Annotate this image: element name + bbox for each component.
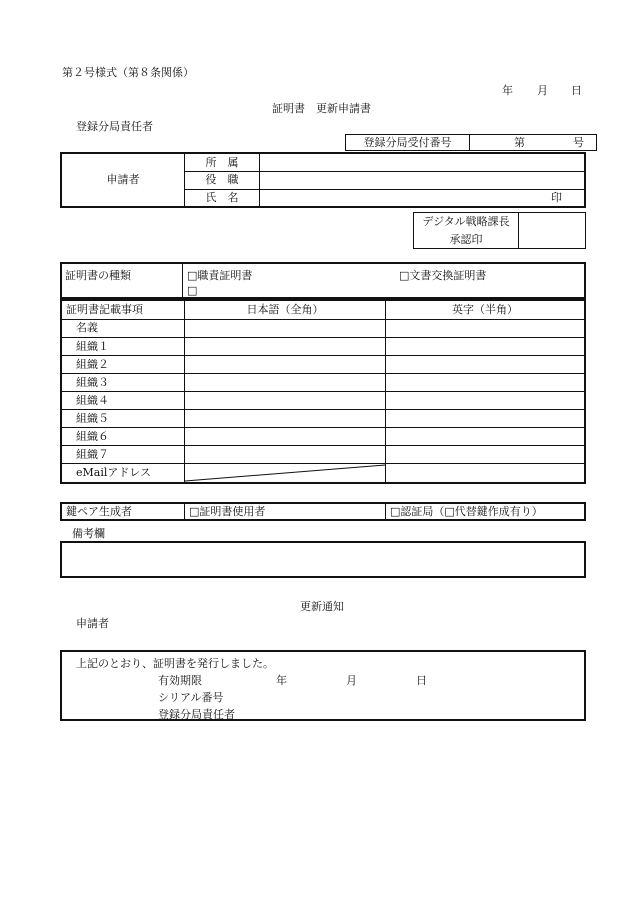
cert-items-header-label: 証明書記載事項: [61, 300, 185, 319]
row-org5-en[interactable]: [386, 409, 586, 427]
serial-number-label: シリアル番号: [158, 691, 224, 704]
remarks-label: 備考欄: [72, 527, 105, 540]
cert-items-header-en: 英字（半角）: [386, 300, 586, 319]
row-org6-ja[interactable]: [185, 427, 386, 445]
row-label-org4: 組織４: [61, 391, 185, 409]
approval-seal-field[interactable]: [519, 213, 586, 249]
row-label-org3: 組織３: [61, 373, 185, 391]
validity-year-label: 年: [276, 674, 287, 687]
row-org2-ja[interactable]: [185, 355, 386, 373]
row-org3-ja[interactable]: [185, 373, 386, 391]
cert-items-table: [60, 299, 586, 484]
name-field[interactable]: [260, 189, 586, 207]
row-org6-en[interactable]: [386, 427, 586, 445]
row-email-en[interactable]: [386, 463, 586, 483]
applicant-label: 申請者: [61, 153, 185, 207]
validity-month-label: 月: [346, 674, 357, 687]
certificate-type-divider: [182, 264, 183, 299]
approval-table: [413, 212, 586, 249]
row-label-name: 名義: [61, 319, 185, 337]
approval-label-line2: 承認印: [449, 232, 483, 246]
row-org1-en[interactable]: [386, 337, 586, 355]
row-label-org7: 組織７: [61, 445, 185, 463]
page-title: 証明書 更新申請書: [272, 102, 371, 115]
reception-suffix: 号: [573, 135, 584, 149]
row-label-org5: 組織５: [61, 409, 185, 427]
row-label-email: eMailアドレス: [61, 463, 185, 483]
position-field[interactable]: [260, 171, 586, 189]
notice-message: 上記のとおり、証明書を発行しました。: [76, 657, 274, 670]
row-org4-en[interactable]: [386, 391, 586, 409]
applicant-table: [60, 152, 586, 208]
date-day-label: 日: [571, 84, 582, 97]
approval-label-line1: デジタル戦略課長: [422, 215, 510, 228]
cert-type-option-doc-exchange[interactable]: □文書交換証明書: [399, 269, 487, 282]
reception-number-table: [345, 134, 597, 151]
position-label: 役 職: [185, 171, 260, 189]
approval-label: [414, 213, 519, 249]
notice-box: [60, 650, 586, 721]
form-number: 第２号様式（第８条関係）: [62, 66, 194, 79]
date-month-label: 月: [537, 84, 548, 97]
reception-prefix: 第: [514, 135, 525, 149]
cert-items-header-ja: 日本語（全角）: [185, 300, 386, 319]
row-label-org2: 組織２: [61, 355, 185, 373]
certificate-type-box: [60, 262, 586, 299]
cert-type-option-duty[interactable]: □職責証明書: [187, 269, 253, 282]
notice-addressee: 申請者: [76, 617, 109, 630]
row-org3-en[interactable]: [386, 373, 586, 391]
strike-diagonal: [185, 464, 385, 482]
row-name-ja[interactable]: [185, 319, 386, 337]
row-org7-ja[interactable]: [185, 445, 386, 463]
date-year-label: 年: [502, 84, 513, 97]
validity-label: 有効期限: [158, 674, 202, 687]
affiliation-field[interactable]: [260, 153, 586, 171]
notice-title: 更新通知: [300, 600, 344, 613]
row-label-org6: 組織６: [61, 427, 185, 445]
registrar-label: 登録分局責任者: [158, 708, 235, 721]
keypair-table: [60, 502, 586, 521]
validity-day-label: 日: [416, 674, 427, 687]
row-label-org1: 組織１: [61, 337, 185, 355]
name-label: 氏 名: [185, 189, 260, 207]
reception-number-label: 登録分局受付番号: [346, 135, 470, 151]
affiliation-label: 所 属: [185, 153, 260, 171]
reception-number-field[interactable]: [470, 135, 597, 151]
row-org5-ja[interactable]: [185, 409, 386, 427]
addressee: 登録分局責任者: [76, 120, 153, 133]
keypair-option-user[interactable]: □証明書使用者: [185, 503, 386, 520]
certificate-type-label: 証明書の種類: [65, 269, 131, 282]
row-org1-ja[interactable]: [185, 337, 386, 355]
keypair-label: 鍵ペア生成者: [61, 503, 185, 520]
keypair-option-ca[interactable]: □認証局（□代替鍵作成有り）: [386, 503, 586, 520]
row-org7-en[interactable]: [386, 445, 586, 463]
remarks-field[interactable]: [60, 541, 586, 578]
row-org2-en[interactable]: [386, 355, 586, 373]
cert-type-option-other[interactable]: □: [187, 284, 198, 297]
row-name-en[interactable]: [386, 319, 586, 337]
seal-mark: 印: [551, 191, 562, 205]
row-org4-ja[interactable]: [185, 391, 386, 409]
row-email-ja-crossed: [185, 463, 386, 483]
